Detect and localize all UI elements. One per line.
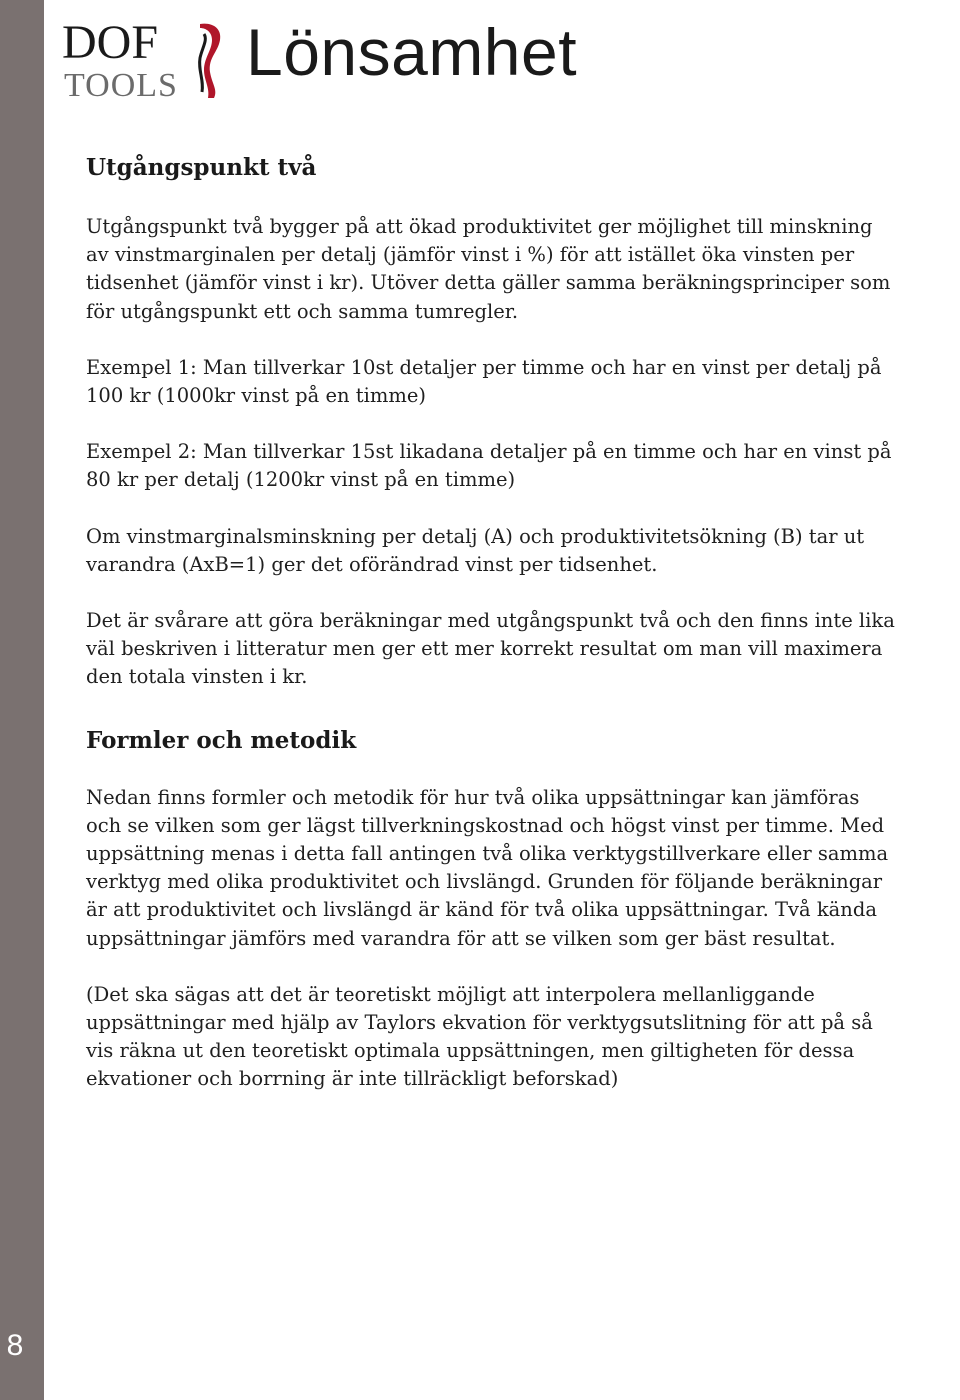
logo-text-top: DOF <box>62 18 159 69</box>
dof-tools-logo <box>62 18 237 100</box>
logo-text-bottom: TOOLS <box>64 67 178 100</box>
document-body <box>86 150 896 1094</box>
section-heading-utgangspunkt-tva: Utgångspunkt två <box>86 154 317 181</box>
drill-bit-icon <box>200 24 221 98</box>
page-number: 8 <box>6 1329 24 1362</box>
section-heading-formler-och-metodik: Formler och metodik <box>86 726 357 754</box>
paragraph-example-2: Exempel 2: Man tillverkar 15st likadana detaljer på en timme och har en vinst på 80 kr per detalj (1200kr vinst på en timme) <box>86 440 892 492</box>
paragraph-example-1: Exempel 1: Man tillverkar 10st detaljer per timme och har en vinst per detalj på 100 kr (1000kr vinst på en timme) <box>86 355 882 408</box>
paragraph-intro: Utgångspunkt två bygger på att ökad produktivitet ger möjlighet till minskning av vinstmarginalen per detalj (jämför vinst i %) för att istället öka vinsten per tidsenhet (jämför vinst i kr). Utöver detta gäller samma beräkningsprinciper som för utgångspunkt ett och samma tumregler. <box>86 215 891 323</box>
page-side-bar <box>0 0 44 1400</box>
paragraph-harder-calculations: Det är svårare att göra beräkningar med utgångspunkt två och den finns inte lika väl beskriven i litteratur men ger ett mer korrekt resultat om man vill maximera den totala vinsten i kr. <box>86 609 895 689</box>
page-title: Lönsamhet <box>246 15 578 89</box>
paragraph-axb: Om vinstmarginalsminskning per detalj (A) och produktivitetsökning (B) tar ut varandra (AxB=1) ger det oförändrad vinst per tidsenhet. <box>86 524 865 576</box>
logo-graphic <box>62 18 237 100</box>
paragraph-taylor-note: (Det ska sägas att det är teoretiskt möjligt att interpolera mellanliggande uppsättningar med hjälp av Taylors ekvation för verktygsutslitning för att på så vis räkna ut den teoretiskt optimala uppsättningen, men giltigheten för dessa ekvationer och borrning är inte tillräckligt beforskad) <box>86 982 873 1091</box>
paragraph-formler-intro: Nedan finns formler och metodik för hur två olika uppsättningar kan jämföras och se vilken som ger lägst tillverkningskostnad och högst vinst per timme. Med uppsättning menas i detta fall antingen två olika verktygstillverkare eller samma verktyg med olika produktivitet och livslängd. Grunden för följande beräkningar är att produktivitet och livslängd är känd för två olika uppsättningar. Två kända uppsättningar jämförs med varandra för att se vilken som ger bäst resultat. <box>86 785 889 950</box>
